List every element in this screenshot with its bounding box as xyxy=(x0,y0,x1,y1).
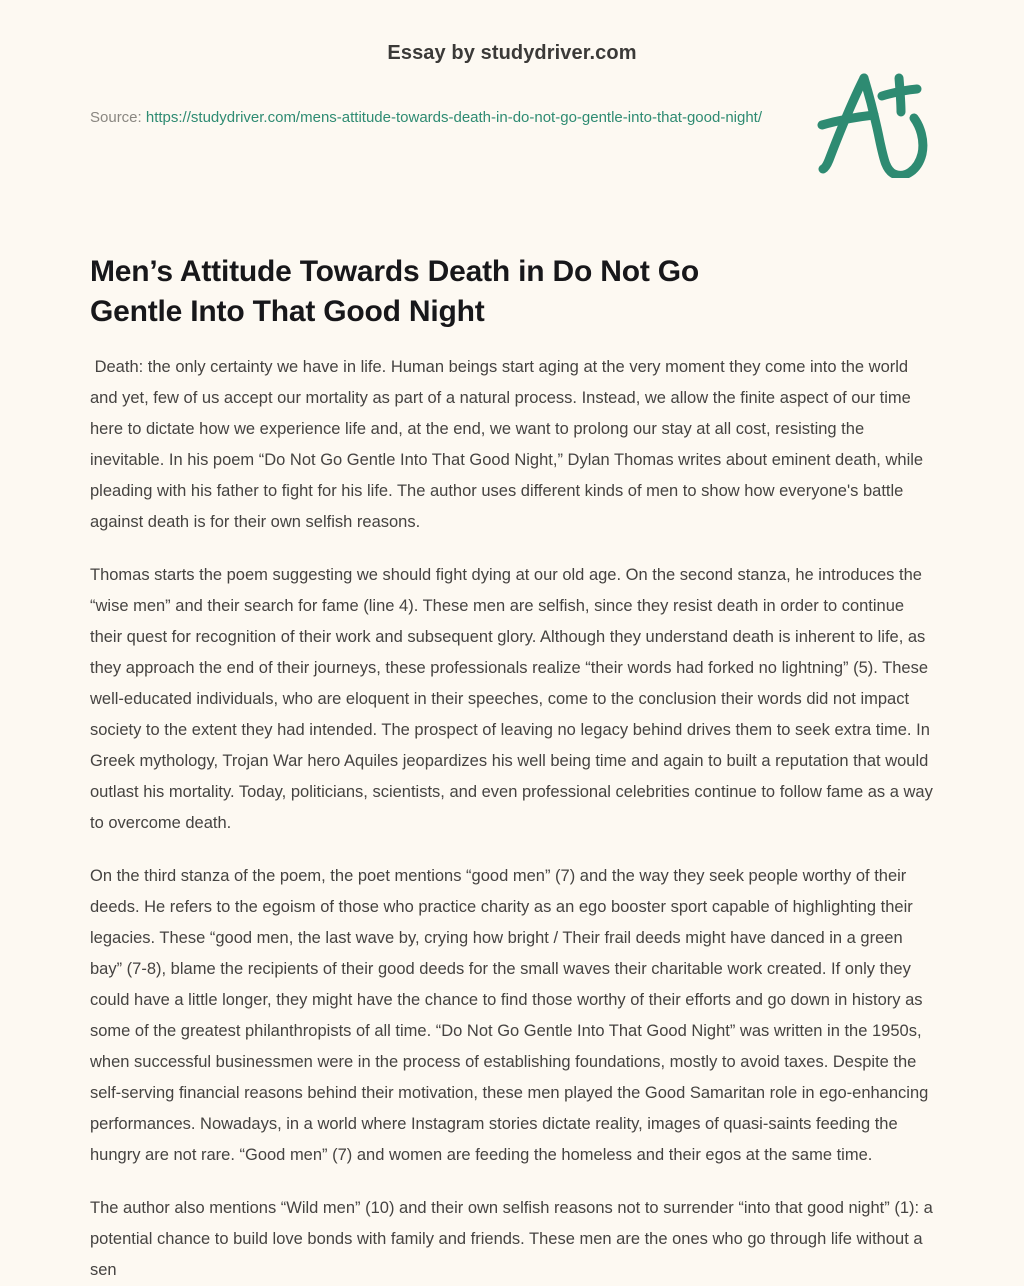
source-url-link[interactable]: https://studydriver.com/mens-attitude-towards-death-in-do-not-go-gentle-into-that-good-night/ xyxy=(145,109,763,126)
body-paragraph: The author also mentions “Wild men” (10) and their own selfish reasons not to surrender “into that good night” (1): a potential chance to build love bonds with family and friends. These men are the ones who go through life without a sen xyxy=(90,1199,938,1279)
body-paragraph: Death: the only certainty we have in life. Human beings start aging at the very moment they come into the world and yet, few of us accept our mortality as part of a natural process. Instead, we allow the finite aspect of our time here to dictate how we experience life and, at the end, we want to prolong our stay at all cost, resisting the inevitable. In his poem “Do Not Go Gentle Into That Good Night,” Dylan Thomas writes about eminent death, while pleading with his father to fight for his life. The author uses different kinds of men to show how everyone's battle against death is for their own selfish reasons. xyxy=(90,358,928,531)
page-title: Men’s Attitude Towards Death in Do Not Go Gentle Into That Good Night xyxy=(90,255,700,328)
studydriver-a-plus-logo-icon xyxy=(806,70,956,178)
a-plus-logo-glyph-icon xyxy=(806,70,956,178)
essay-byline: Essay by studydriver.com xyxy=(387,42,637,64)
body-paragraph: Thomas starts the poem suggesting we should fight dying at our old age. On the second stanza, he introduces the “wise men” and their search for fame (line 4). These men are selfish, since they resist death in order to continue their quest for recognition of their work and subsequent glory. Although they understand death is inherent to life, as they approach the end of their journeys, these professionals realize “their words had forked no lightning” (5). These well-educated individuals, who are eloquent in their speeches, come to the conclusion their words did not impact society to the extent they had intended. The prospect of leaving no legacy behind drives them to seek extra time. In Greek mythology, Trojan War hero Aquiles jeopardizes his well being time and again to built a reputation that would outlast his mortality. Today, politicians, scientists, and even professional celebrities continue to follow fame as a way to overcome death. xyxy=(90,566,938,832)
body-paragraph: On the third stanza of the poem, the poet mentions “good men” (7) and the way they seek people worthy of their deeds. He refers to the egoism of those who practice charity as an ego booster sport capable of highlighting their legacies. These “good men, the last wave by, crying how bright / Their frail deeds might have danced in a green bay” (7-8), blame the recipients of their good deeds for the small waves their charitable work created. If only they could have a little longer, they might have the chance to find those worthy of their efforts and go down in history as some of the greatest philanthropists of all time. “Do Not Go Gentle Into That Good Night” was written in the 1950s, when successful businessmen were in the process of establishing foundations, mostly to avoid taxes. Despite the self-serving financial reasons behind their motivation, these men played the Good Samaritan role in ego-enhancing performances. Nowadays, in a world where Instagram stories dictate reality, images of quasi-saints feeding the hungry are not rare. “Good men” (7) and women are feeding the homeless and their egos at the same time. xyxy=(90,867,933,1164)
source-label: Source: xyxy=(90,109,142,126)
essay-body xyxy=(90,352,938,1286)
source-line xyxy=(90,106,770,129)
